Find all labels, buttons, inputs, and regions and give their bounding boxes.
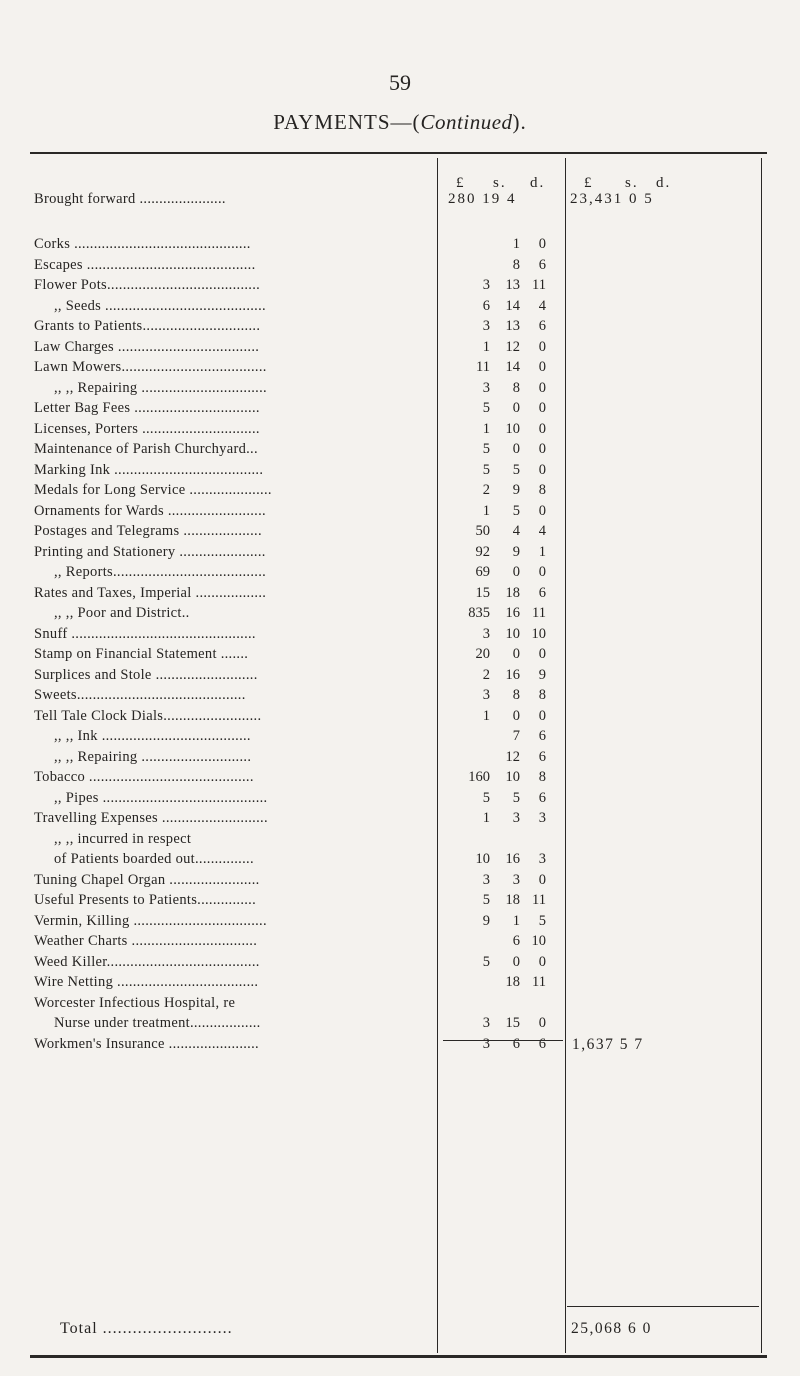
table-row [0, 933, 800, 955]
table-row [0, 769, 800, 791]
item-pounds: 1 [482, 810, 490, 826]
table-row [0, 257, 800, 279]
item-label: Nurse under treatment.................. [54, 1015, 261, 1031]
table-row [0, 708, 800, 730]
item-shillings: 16 [505, 666, 520, 683]
table-row [0, 462, 800, 484]
item-shillings: 18 [505, 974, 520, 990]
item-pence: 11 [532, 974, 546, 990]
item-pounds: 9 [482, 912, 490, 929]
item-pounds: 3 [482, 379, 490, 396]
table-row [0, 400, 800, 422]
item-pounds: 1 [482, 502, 490, 519]
item-shillings: 15 [505, 1015, 520, 1031]
table-row [0, 667, 800, 689]
item-pounds: 3 [482, 318, 490, 334]
item-pence: 1 [538, 543, 546, 560]
item-label: Flower Pots....................................... [34, 277, 261, 293]
item-pounds: 5 [482, 400, 490, 416]
item-pounds: 3 [482, 625, 490, 642]
table-row [0, 626, 800, 648]
item-pence: 0 [538, 338, 546, 355]
item-pence: 10 [531, 625, 546, 642]
item-pounds: 1 [482, 707, 490, 724]
item-label: Postages and Telegrams .................... [34, 523, 262, 539]
item-pounds: 3 [482, 277, 490, 293]
item-pounds: 5 [482, 953, 490, 970]
table-row [0, 995, 800, 1017]
item-pence: 6 [538, 256, 546, 273]
item-shillings: 18 [505, 892, 520, 908]
item-label: Tobacco .......................................... [34, 769, 254, 785]
item-label: Weed Killer....................................... [34, 953, 260, 970]
item-pence: 0 [538, 953, 546, 970]
item-shillings: 0 [512, 953, 520, 970]
table-row [0, 277, 800, 299]
item-shillings: 9 [512, 482, 520, 498]
item-shillings: 9 [512, 543, 520, 560]
item-pence: 6 [538, 318, 546, 334]
item-label: Medals for Long Service ..................... [34, 482, 272, 498]
item-pence: 0 [538, 707, 546, 724]
item-label: Travelling Expenses ........................... [34, 810, 268, 826]
item-pence: 0 [538, 564, 546, 580]
item-pence: 0 [538, 359, 546, 375]
item-label: ,, Seeds ......................................... [54, 297, 266, 314]
item-pounds: 5 [482, 892, 490, 908]
total-rule [567, 1306, 759, 1307]
header-shillings-1: s. [493, 175, 507, 191]
item-label: ,, ,, Ink ...................................... [54, 728, 251, 744]
item-shillings: 10 [505, 625, 520, 642]
item-label: of Patients boarded out............... [54, 851, 254, 867]
item-label: Corks ............................................. [34, 236, 251, 252]
item-shillings: 14 [505, 359, 520, 375]
table-row [0, 585, 800, 607]
item-shillings: 0 [512, 707, 520, 724]
item-pence: 3 [538, 810, 546, 826]
item-pence: 4 [538, 523, 546, 539]
item-pence: 8 [538, 687, 546, 703]
item-pence: 0 [538, 441, 546, 457]
table-row [0, 810, 800, 832]
table-row [0, 359, 800, 381]
item-label: Lawn Mowers..................................... [34, 359, 267, 375]
table-row [0, 892, 800, 914]
item-pounds: 2 [482, 666, 490, 683]
item-shillings: 12 [505, 748, 520, 765]
item-pence: 0 [538, 236, 546, 252]
item-shillings: 13 [505, 277, 520, 293]
item-label: Weather Charts ................................ [34, 933, 258, 949]
header-pence-2: d. [656, 175, 672, 191]
item-pence: 0 [538, 400, 546, 416]
item-label: Letter Bag Fees ................................ [34, 400, 260, 416]
item-shillings: 3 [512, 810, 520, 826]
item-pounds: 5 [482, 789, 490, 806]
item-pence: 0 [538, 646, 546, 662]
item-pence: 9 [538, 666, 546, 683]
heading-main: PAYMENTS—( [273, 110, 421, 134]
item-shillings: 13 [505, 318, 520, 334]
table-row [0, 421, 800, 443]
table-row [0, 831, 800, 853]
item-pounds: 3 [482, 871, 490, 888]
item-shillings: 0 [512, 564, 520, 580]
item-pence: 0 [538, 420, 546, 437]
item-pence: 0 [538, 502, 546, 519]
item-shillings: 0 [512, 441, 520, 457]
table-row [0, 913, 800, 935]
item-shillings: 16 [505, 605, 520, 621]
item-shillings: 3 [512, 871, 520, 888]
table-row [0, 646, 800, 668]
item-label: Workmen's Insurance ....................... [34, 1035, 259, 1052]
item-shillings: 14 [505, 297, 520, 314]
item-pence: 11 [532, 277, 546, 293]
table-row [0, 851, 800, 873]
item-pounds: 11 [476, 359, 490, 375]
item-shillings: 5 [512, 461, 520, 478]
item-shillings: 0 [512, 400, 520, 416]
table-row [0, 954, 800, 976]
item-pence: 6 [538, 748, 546, 765]
item-label: ,, ,, incurred in respect [54, 830, 192, 847]
table-bottom-rule [30, 1355, 767, 1358]
item-label: Surplices and Stole .......................... [34, 666, 258, 683]
subtotal-amount: 1,637 5 7 [572, 1036, 644, 1053]
item-label: ,, Pipes .......................................... [54, 789, 268, 806]
item-shillings: 16 [505, 851, 520, 867]
item-shillings: 4 [512, 523, 520, 539]
item-pounds: 15 [475, 584, 490, 601]
item-pence: 11 [532, 892, 546, 908]
item-label: Rates and Taxes, Imperial .................. [34, 584, 267, 601]
page-number: 59 [389, 70, 411, 95]
item-pence: 11 [532, 605, 546, 621]
item-label: Maintenance of Parish Churchyard... [34, 441, 258, 457]
item-label: ,, Reports....................................... [54, 564, 267, 580]
item-label: Sweets........................................... [34, 687, 246, 703]
item-pence: 8 [538, 482, 546, 498]
item-label: ,, ,, Repairing ................................ [54, 379, 267, 396]
item-pounds: 10 [475, 851, 490, 867]
item-pence: 8 [538, 769, 546, 785]
item-label: Useful Presents to Patients............... [34, 892, 257, 908]
heading-continued: Continued [420, 110, 513, 134]
item-shillings: 8 [512, 256, 520, 273]
item-pence: 10 [531, 933, 546, 949]
item-label: Law Charges .................................... [34, 338, 260, 355]
item-label: Snuff ............................................... [34, 625, 256, 642]
header-pounds-2: £ [584, 175, 594, 191]
heading-end: ). [512, 110, 527, 134]
table-row [0, 482, 800, 504]
brought-forward-amount-1: 280 19 4 [448, 191, 517, 207]
table-row [0, 749, 800, 771]
total-label: Total .......................... [60, 1320, 233, 1337]
item-label: Tuning Chapel Organ ....................... [34, 871, 260, 888]
table-row [0, 564, 800, 586]
item-pence: 0 [538, 379, 546, 396]
item-pounds: 1 [482, 420, 490, 437]
item-label: Tell Tale Clock Dials......................... [34, 707, 262, 724]
item-pence: 6 [538, 728, 546, 744]
item-label: Stamp on Financial Statement ....... [34, 646, 249, 662]
total-amount: 25,068 6 0 [571, 1320, 652, 1337]
item-label: Worcester Infectious Hospital, re [34, 994, 236, 1011]
item-pounds: 6 [482, 297, 490, 314]
item-pounds: 3 [482, 1035, 490, 1052]
table-row [0, 544, 800, 566]
item-shillings: 6 [512, 1035, 520, 1052]
item-shillings: 8 [512, 687, 520, 703]
item-pounds: 160 [468, 769, 490, 785]
header-pounds-1: £ [456, 175, 466, 191]
item-shillings: 5 [512, 502, 520, 519]
item-label: ,, ,, Repairing ............................ [54, 748, 252, 765]
table-row [0, 318, 800, 340]
item-shillings: 6 [512, 933, 520, 949]
item-shillings: 5 [512, 789, 520, 806]
table-row [0, 728, 800, 750]
table-row [0, 380, 800, 402]
item-pounds: 1 [482, 338, 490, 355]
item-pounds: 3 [482, 687, 490, 703]
item-label: Ornaments for Wards ......................... [34, 502, 266, 519]
item-label: Marking Ink ...................................... [34, 461, 264, 478]
item-pounds: 20 [475, 646, 490, 662]
item-pounds: 50 [475, 523, 490, 539]
item-pounds: 2 [482, 482, 490, 498]
item-label: Wire Netting .................................... [34, 974, 259, 990]
item-shillings: 7 [512, 728, 520, 744]
item-shillings: 8 [512, 379, 520, 396]
item-shillings: 1 [512, 912, 520, 929]
item-pence: 6 [538, 789, 546, 806]
table-row [0, 503, 800, 525]
header-shillings-2: s. [625, 175, 639, 191]
item-label: Vermin, Killing .................................. [34, 912, 267, 929]
item-pence: 6 [538, 584, 546, 601]
item-pence: 5 [538, 912, 546, 929]
item-pence: 6 [538, 1035, 546, 1052]
table-row [0, 1015, 800, 1037]
item-shillings: 10 [505, 769, 520, 785]
item-shillings: 1 [512, 236, 520, 252]
table-row [0, 872, 800, 894]
item-pence: 3 [538, 851, 546, 867]
table-row [0, 687, 800, 709]
table-row [0, 605, 800, 627]
item-pounds: 69 [475, 564, 490, 580]
item-shillings: 0 [512, 646, 520, 662]
brought-forward-label: Brought forward ...................... [34, 191, 226, 207]
table-row [0, 523, 800, 545]
item-label: ,, ,, Poor and District.. [54, 605, 190, 621]
brought-forward-amount-2: 23,431 0 5 [570, 191, 654, 207]
table-row [0, 974, 800, 996]
table-row [0, 790, 800, 812]
item-shillings: 12 [505, 338, 520, 355]
item-shillings: 18 [505, 584, 520, 601]
page-heading [0, 110, 800, 135]
item-pence: 0 [538, 1015, 546, 1031]
table-row [0, 236, 800, 258]
item-label: Printing and Stationery ...................... [34, 543, 266, 560]
item-pounds: 835 [468, 605, 490, 621]
header-pence-1: d. [530, 175, 546, 191]
item-label: Escapes ........................................... [34, 256, 256, 273]
table-row [0, 298, 800, 320]
item-pounds: 5 [482, 461, 490, 478]
item-pence: 0 [538, 461, 546, 478]
table-row [0, 339, 800, 361]
item-pence: 4 [538, 297, 546, 314]
item-pounds: 3 [482, 1015, 490, 1031]
table-top-rule [30, 152, 767, 154]
item-pence: 0 [538, 871, 546, 888]
item-label: Licenses, Porters .............................. [34, 420, 260, 437]
table-row [0, 441, 800, 463]
item-pounds: 92 [475, 543, 490, 560]
item-shillings: 10 [505, 420, 520, 437]
item-label: Grants to Patients.............................. [34, 318, 261, 334]
item-pounds: 5 [482, 441, 490, 457]
